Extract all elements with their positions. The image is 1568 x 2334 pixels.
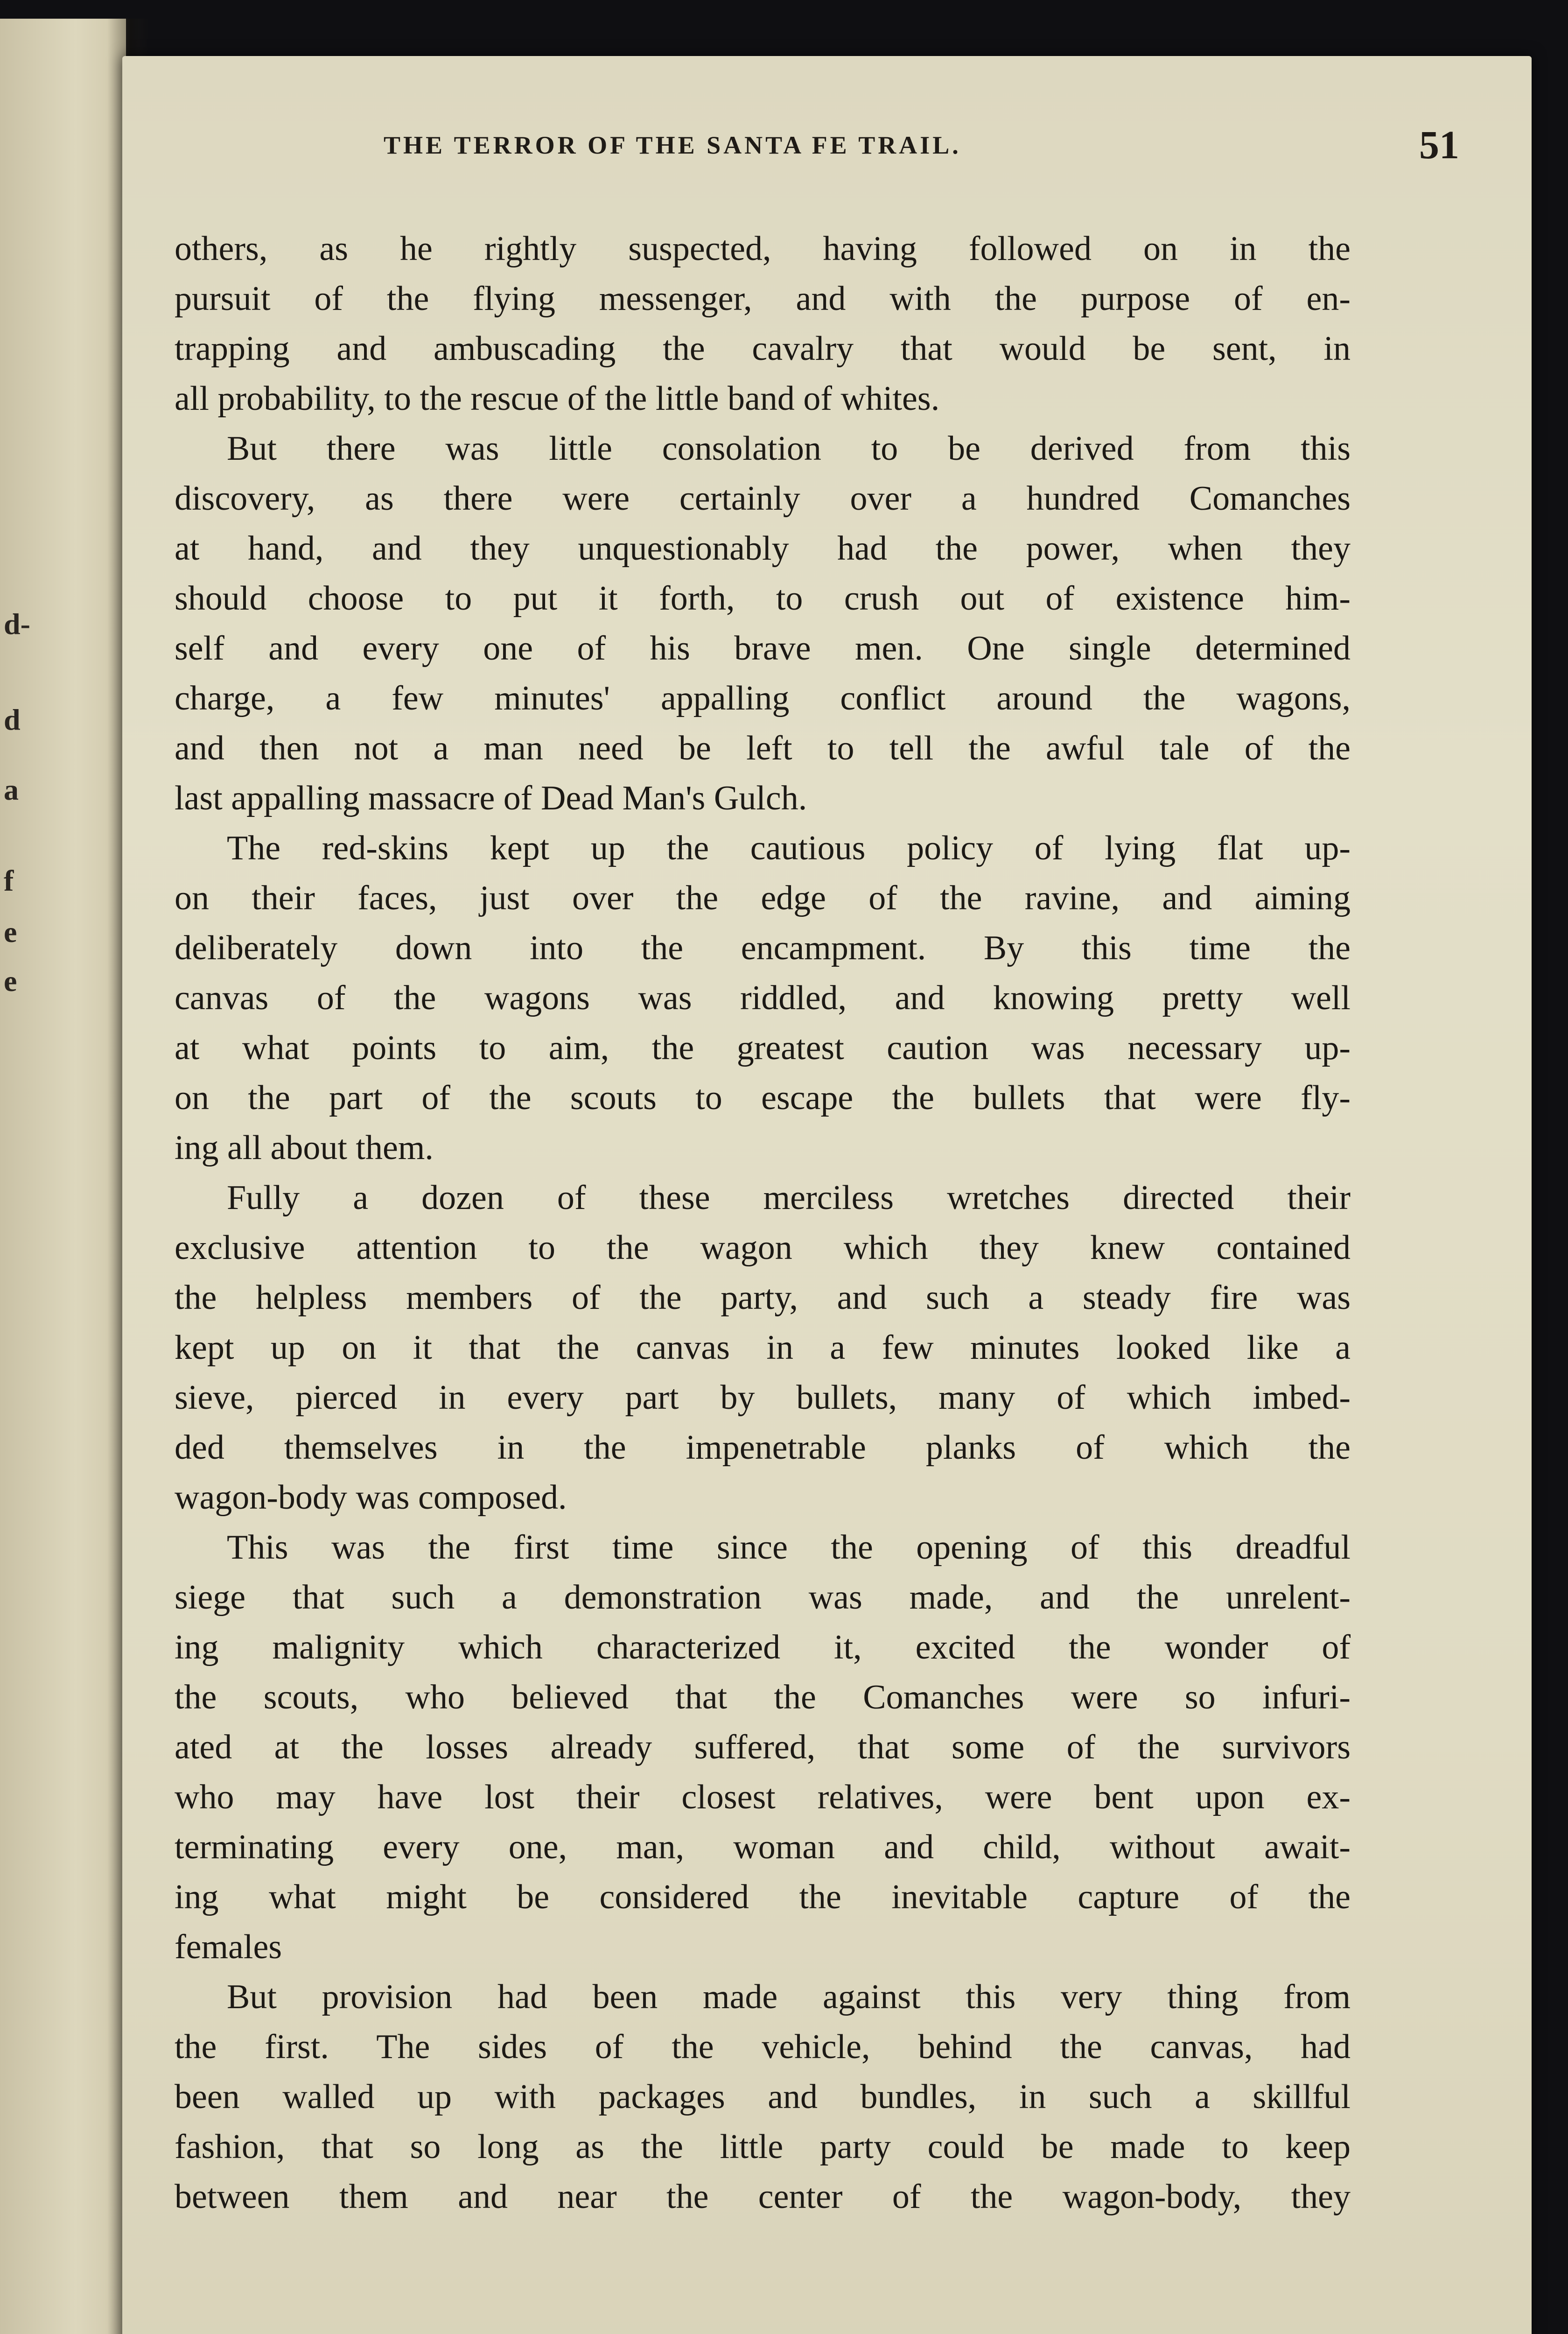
text-line: females [175,1928,282,1966]
text-line: sieve, pierced in every part by bullets, many of which imbed- [175,1378,1351,1417]
text-line: fashion, that so long as the little party could be made to keep [175,2128,1351,2166]
left-page-fragment: e [4,964,17,998]
page-body-text [175,224,1351,2222]
text-line: should choose to put it forth, to crush out of existence him- [175,579,1351,618]
text-line: discovery, as there were certainly over a hundred Comanches [175,479,1351,518]
text-line: trapping and ambuscading the cavalry that would be sent, in [175,330,1351,368]
text-line: ing what might be considered the inevitable capture of the [175,1878,1351,1916]
text-line: on the part of the scouts to escape the bullets that were fly- [175,1079,1351,1117]
text-line: self and every one of his brave men. One single determined [175,629,1351,668]
paragraph-first-line: But there was little consolation to be derived from this [227,429,1351,468]
text-line: the first. The sides of the vehicle, behind the canvas, had [175,2028,1351,2066]
text-line: last appalling massacre of Dead Man's Gulch. [175,779,807,817]
text-line: who may have lost their closest relatives, were bent upon ex- [175,1778,1351,1816]
text-line: charge, a few minutes' appalling conflict around the wagons, [175,679,1351,717]
text-line: ded themselves in the impenetrable planks of which the [175,1428,1351,1467]
text-line: ated at the losses already suffered, that some of the survivors [175,1728,1351,1766]
left-page-fragment: e [4,915,17,949]
paragraph-first-line: Fully a dozen of these merciless wretches directed their [227,1179,1351,1217]
text-line: deliberately down into the encampment. By this time the [175,929,1351,967]
left-page-fragment: f [4,864,14,897]
book-page [122,56,1532,2334]
text-line: exclusive attention to the wagon which they knew contained [175,1229,1351,1267]
paragraph-first-line: But provision had been made against this very thing from [227,1978,1351,2016]
text-line: been walled up with packages and bundles, in such a skillful [175,2078,1351,2116]
text-line: terminating every one, man, woman and child, without await- [175,1828,1351,1866]
left-page-fragment: d [4,703,21,736]
paragraph-first-line: The red-skins kept up the cautious policy of lying flat up- [227,829,1351,867]
left-page-fragment: a [4,773,19,806]
left-page-fragment: d- [4,607,30,640]
text-line: and then not a man need be left to tell the awful tale of the [175,729,1351,767]
paragraph-first-line: This was the first time since the opening of this dreadful [227,1528,1351,1567]
text-line: ing all about them. [175,1129,434,1167]
text-line: canvas of the wagons was riddled, and knowing pretty well [175,979,1351,1017]
page-number: 51 [1419,122,1459,167]
text-line: kept up on it that the canvas in a few minutes looked like a [175,1329,1351,1367]
text-line: others, as he rightly suspected, having followed on in the [175,230,1351,268]
text-line: wagon-body was composed. [175,1478,567,1517]
text-line: ing malignity which characterized it, excited the wonder of [175,1628,1351,1666]
text-line: on their faces, just over the edge of the ravine, and aiming [175,879,1351,917]
text-line: at hand, and they unquestionably had the power, when they [175,529,1351,568]
text-line: at what points to aim, the greatest caution was necessary up- [175,1029,1351,1067]
text-line: pursuit of the flying messenger, and with the purpose of en- [175,280,1351,318]
running-title: THE TERROR OF THE SANTA FE TRAIL. [384,131,961,159]
text-line: the helpless members of the party, and such a steady fire was [175,1279,1351,1317]
text-line: all probability, to the rescue of the little band of whites. [175,380,940,418]
text-line: the scouts, who believed that the Comanches were so infuri- [175,1678,1351,1716]
text-line: between them and near the center of the wagon-body, they [175,2178,1351,2216]
text-line: siege that such a demonstration was made, and the unrelent- [175,1578,1351,1617]
